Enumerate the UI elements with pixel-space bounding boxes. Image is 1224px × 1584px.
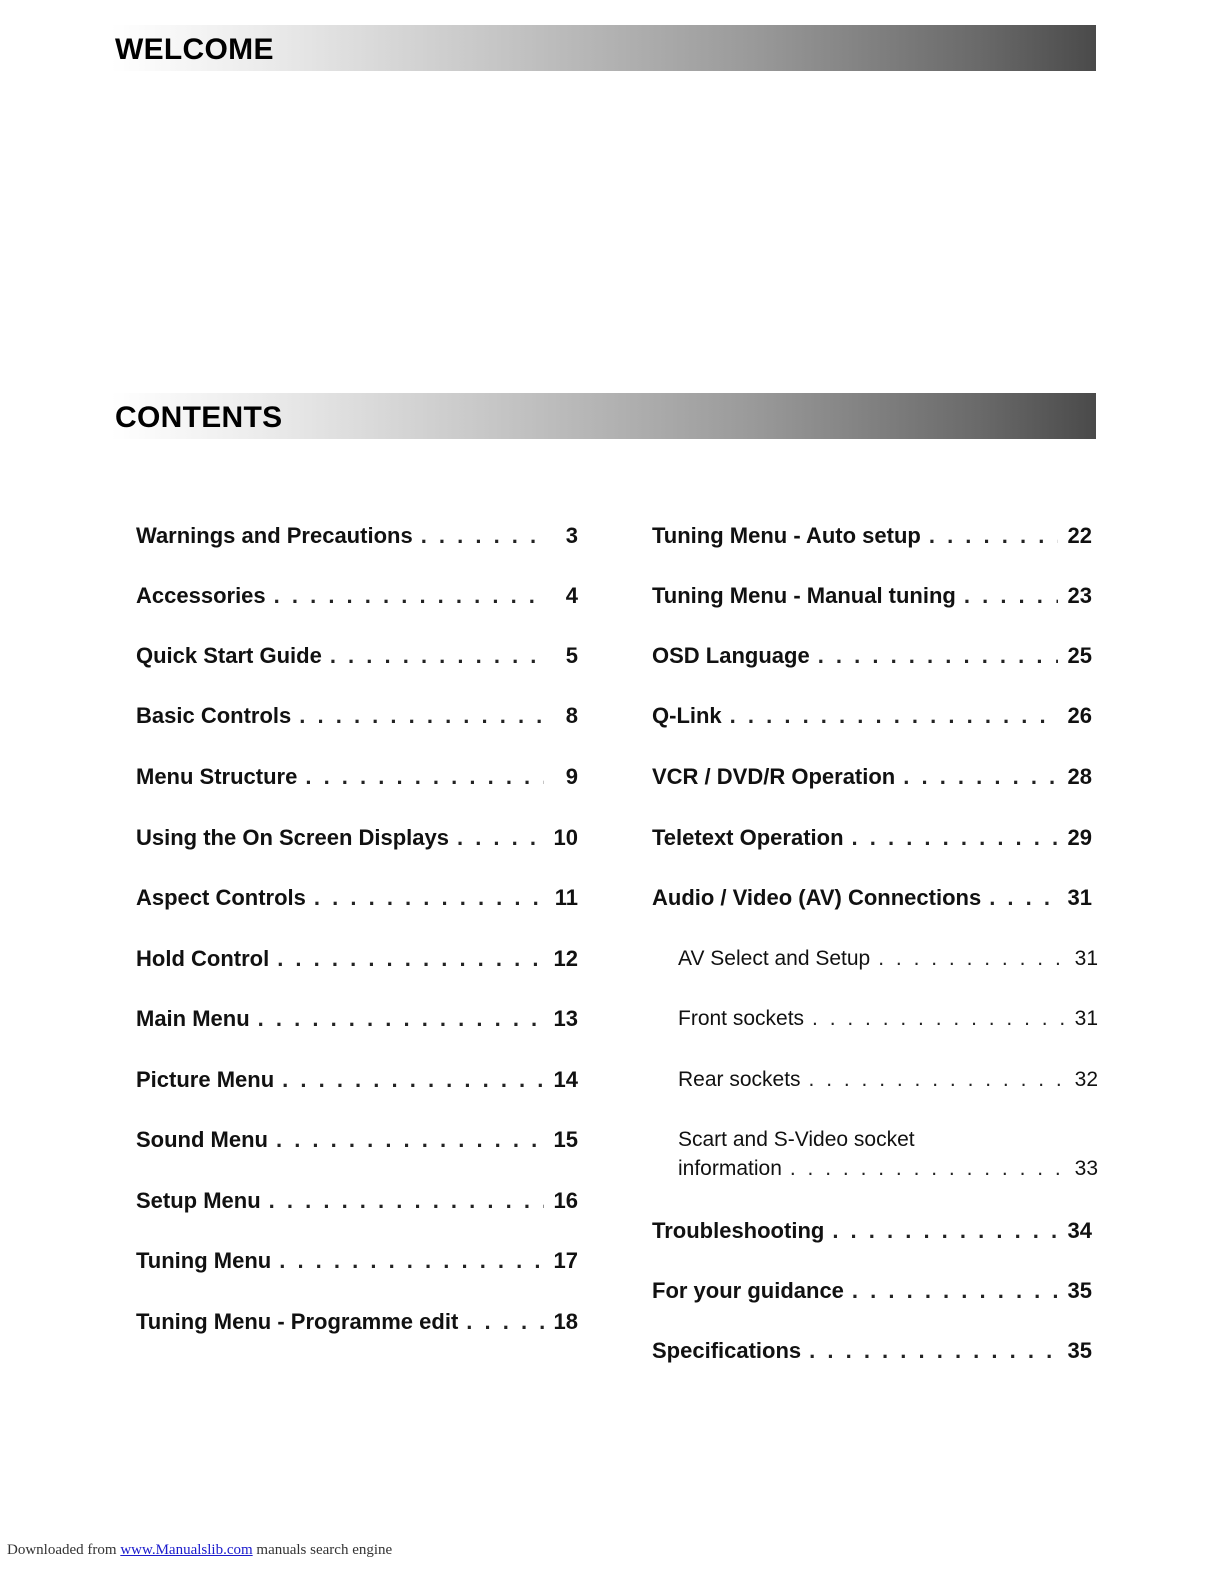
- toc-entry[interactable]: [652, 578, 1092, 614]
- toc-entry-page: 3: [565, 523, 578, 548]
- toc-entry-title: Aspect Controls: [136, 885, 306, 910]
- toc-leader-dots: [277, 941, 544, 977]
- toc-entry-title: Warnings and Precautions: [136, 523, 413, 548]
- toc-entry-page: 11: [554, 885, 578, 910]
- toc-entry[interactable]: [136, 1183, 578, 1219]
- toc-entry[interactable]: [136, 1304, 578, 1340]
- toc-entry-page: 29: [1067, 825, 1092, 850]
- toc-leader-dots: [929, 518, 1058, 554]
- toc-entry-title: Specifications: [652, 1338, 802, 1363]
- footer-prefix: Downloaded from: [7, 1542, 117, 1558]
- toc-leader-dots: [258, 1001, 544, 1037]
- toc-entry-title: Using the On Screen Displays: [136, 825, 449, 850]
- toc-entry-title-line1: Scart and S-Video socket: [678, 1128, 915, 1151]
- toc-entry-page: 22: [1067, 523, 1092, 548]
- download-footer: [7, 1542, 392, 1559]
- toc-entry-title: Main Menu: [136, 1006, 250, 1031]
- toc-leader-dots: [466, 1304, 544, 1340]
- toc-entry-line2: [678, 1154, 1098, 1184]
- toc-entry-page: 31: [1067, 885, 1092, 910]
- toc-leader-dots: [818, 638, 1058, 674]
- toc-leader-dots: [832, 1213, 1058, 1249]
- toc-entry[interactable]: [136, 1001, 578, 1037]
- toc-leader-dots: [852, 820, 1058, 856]
- toc-entry-page: 8: [565, 703, 578, 728]
- toc-entry-title: OSD Language: [652, 643, 810, 668]
- toc-entry-title: Setup Menu: [136, 1188, 261, 1213]
- toc-entry-page: 9: [565, 764, 578, 789]
- toc-entry-title: Tuning Menu: [136, 1248, 272, 1273]
- toc-leader-dots: [276, 1122, 544, 1158]
- toc-entry[interactable]: [136, 638, 578, 674]
- toc-entry[interactable]: [136, 759, 578, 795]
- toc-entry-title: Basic Controls: [136, 703, 292, 728]
- toc-entry-page: 32: [1074, 1068, 1098, 1091]
- toc-leader-dots: [903, 759, 1058, 795]
- toc-entry-title: For your guidance: [652, 1278, 844, 1303]
- toc-entry-page: 26: [1067, 703, 1092, 728]
- toc-entry-page: 35: [1067, 1338, 1092, 1363]
- toc-subentry[interactable]: [678, 1126, 1098, 1190]
- toc-entry-title: Front sockets: [678, 1007, 805, 1030]
- toc-subentry[interactable]: [678, 941, 1098, 977]
- toc-leader-dots: [852, 1273, 1058, 1309]
- contents-banner: [111, 393, 1096, 439]
- toc-entry-title: Menu Structure: [136, 764, 298, 789]
- toc-entry-page: 25: [1067, 643, 1092, 668]
- toc-leader-dots: [282, 1062, 544, 1098]
- toc-entry-title-line2: information: [678, 1157, 782, 1180]
- toc-subentry[interactable]: [678, 1062, 1098, 1098]
- toc-entry-page: 28: [1067, 764, 1092, 789]
- toc-entry-title: Audio / Video (AV) Connections: [652, 885, 982, 910]
- toc-entry[interactable]: [652, 1213, 1092, 1249]
- toc-leader-dots: [299, 698, 544, 734]
- toc-entry-page: 5: [565, 643, 578, 668]
- toc-leader-dots: [305, 759, 544, 795]
- toc-entry-title: Rear sockets: [678, 1068, 801, 1091]
- toc-leader-dots: [964, 578, 1058, 614]
- toc-entry-title: Sound Menu: [136, 1127, 268, 1152]
- toc-entry-page: 16: [553, 1188, 578, 1213]
- toc-entry[interactable]: [136, 698, 578, 734]
- toc-entry-page: 12: [553, 946, 578, 971]
- toc-entry-page: 33: [1074, 1157, 1098, 1180]
- toc-entry[interactable]: [136, 1243, 578, 1279]
- toc-subentry[interactable]: [678, 1001, 1098, 1037]
- toc-entry-page: 23: [1067, 583, 1092, 608]
- toc-entry-page: 18: [553, 1309, 578, 1334]
- toc-entry[interactable]: [652, 638, 1092, 674]
- toc-entry[interactable]: [136, 578, 578, 614]
- welcome-heading: WELCOME: [115, 33, 274, 66]
- toc-entry-page: 31: [1074, 1007, 1098, 1030]
- toc-entry[interactable]: [652, 1333, 1092, 1369]
- toc-entry-title: Picture Menu: [136, 1067, 275, 1092]
- toc-leader-dots: [274, 578, 544, 614]
- footer-suffix: manuals search engine: [256, 1542, 393, 1558]
- toc-entry-title: Q-Link: [652, 703, 722, 728]
- toc-leader-dots: [790, 1154, 1064, 1184]
- toc-entry[interactable]: [136, 941, 578, 977]
- toc-entry-title: Tuning Menu - Programme edit: [136, 1309, 459, 1334]
- toc-entry-title: AV Select and Setup: [678, 947, 871, 970]
- toc-leader-dots: [730, 698, 1058, 734]
- toc-leader-dots: [812, 1001, 1064, 1037]
- toc-entry-title: Tuning Menu - Manual tuning: [652, 583, 956, 608]
- toc-entry[interactable]: [652, 820, 1092, 856]
- toc-leader-dots: [809, 1333, 1058, 1369]
- toc-leader-dots: [989, 880, 1058, 916]
- toc-entry[interactable]: [136, 880, 578, 916]
- toc-leader-dots: [421, 518, 544, 554]
- toc-entry-title: Tuning Menu - Auto setup: [652, 523, 921, 548]
- toc-entry-title: Troubleshooting: [652, 1218, 825, 1243]
- welcome-banner: [111, 25, 1096, 71]
- toc-entry-page: 34: [1067, 1218, 1092, 1243]
- contents-heading: CONTENTS: [115, 401, 283, 434]
- toc-leader-dots: [279, 1243, 544, 1279]
- toc-entry-title: Accessories: [136, 583, 266, 608]
- toc-entry[interactable]: [136, 820, 578, 856]
- toc-entry[interactable]: [652, 759, 1092, 795]
- toc-entry-title: Quick Start Guide: [136, 643, 322, 668]
- manualslib-link[interactable]: www.Manualslib.com: [120, 1542, 253, 1558]
- toc-entry-title: Hold Control: [136, 946, 270, 971]
- toc-entry-page: 14: [553, 1067, 578, 1092]
- toc-entry-page: 13: [553, 1006, 578, 1031]
- toc-entry-title: Teletext Operation: [652, 825, 844, 850]
- toc-entry-title: VCR / DVD/R Operation: [652, 764, 896, 789]
- toc-entry[interactable]: [136, 518, 578, 554]
- toc-entry-page: 17: [553, 1248, 578, 1273]
- toc-entry[interactable]: [652, 880, 1092, 916]
- toc-entry[interactable]: [652, 518, 1092, 554]
- toc-entry-page: 31: [1074, 947, 1098, 970]
- toc-entry[interactable]: [652, 1273, 1092, 1309]
- toc-leader-dots: [314, 880, 544, 916]
- toc-entry-page: 4: [565, 583, 578, 608]
- toc-leader-dots: [878, 941, 1064, 977]
- toc-entry[interactable]: [136, 1122, 578, 1158]
- toc-entry-page: 15: [553, 1127, 578, 1152]
- toc-entry-page: 35: [1067, 1278, 1092, 1303]
- toc-leader-dots: [330, 638, 544, 674]
- toc-leader-dots: [457, 820, 544, 856]
- toc-entry[interactable]: [652, 698, 1092, 734]
- toc-entry[interactable]: [136, 1062, 578, 1098]
- toc-entry-page: 10: [553, 825, 578, 850]
- toc-leader-dots: [269, 1183, 544, 1219]
- toc-leader-dots: [809, 1062, 1064, 1098]
